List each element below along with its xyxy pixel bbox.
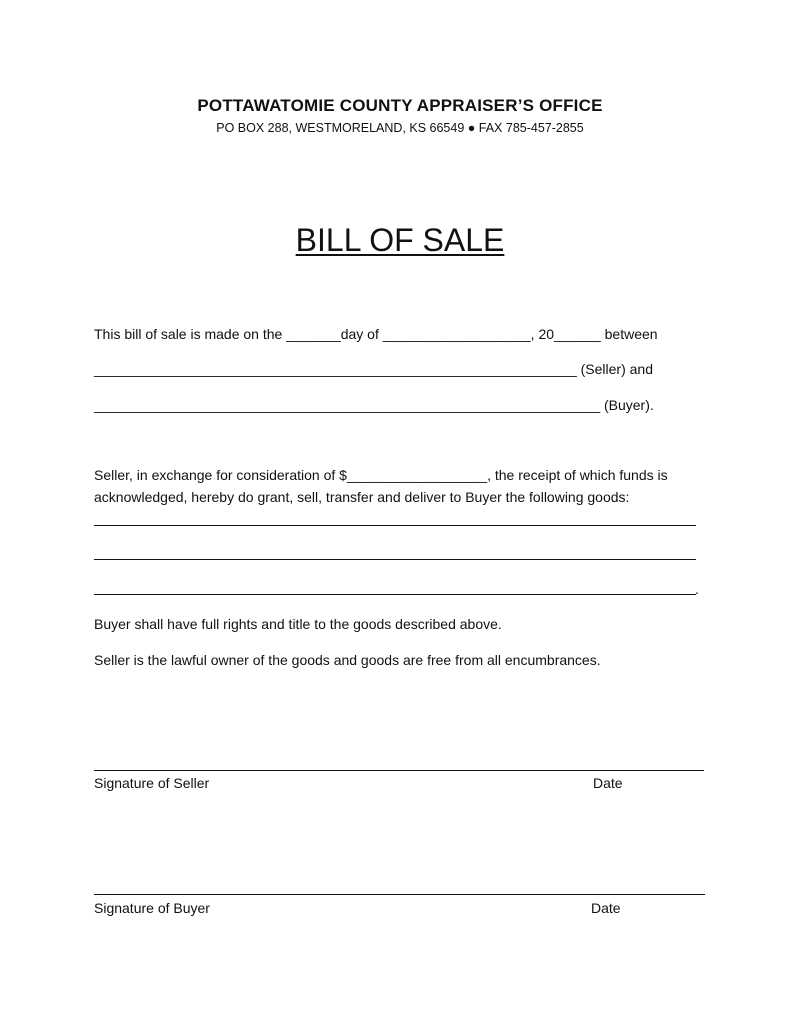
goods-end-mark: . bbox=[695, 581, 699, 597]
acknowledgement-line: acknowledged, hereby do grant, sell, transfer and deliver to Buyer the following goods: bbox=[94, 489, 630, 505]
office-name: POTTAWATOMIE COUNTY APPRAISER’S OFFICE bbox=[197, 96, 603, 115]
ownership-statement: Seller is the lawful owner of the goods and goods are free from all encumbrances. bbox=[94, 652, 601, 668]
document-title-wrapper bbox=[0, 222, 800, 259]
seller-date-label: Date bbox=[593, 775, 623, 791]
goods-blank-line-2 bbox=[94, 559, 696, 560]
buyer-signature-label: Signature of Buyer bbox=[94, 900, 210, 916]
buyer-date-label: Date bbox=[591, 900, 621, 916]
intro-date-line: This bill of sale is made on the _______day of ___________________, 20______ between bbox=[94, 326, 658, 342]
goods-blank-line-3 bbox=[94, 594, 696, 595]
document-title: BILL OF SALE bbox=[295, 222, 505, 258]
seller-signature-line bbox=[94, 770, 704, 771]
intro-buyer-line: _________________________________________________________________ (Buyer). bbox=[94, 397, 654, 413]
goods-blank-line-1 bbox=[94, 525, 696, 526]
buyer-signature-line bbox=[94, 894, 705, 895]
consideration-line: Seller, in exchange for consideration of $__________________, the receipt of which funds is bbox=[94, 467, 668, 483]
seller-signature-label: Signature of Seller bbox=[94, 775, 210, 791]
rights-statement: Buyer shall have full rights and title to the goods described above. bbox=[94, 616, 502, 632]
intro-seller-line: ______________________________________________________________ (Seller) and bbox=[94, 361, 653, 377]
office-address: PO BOX 288, WESTMORELAND, KS 66549 ● FAX 785-457-2855 bbox=[216, 121, 584, 135]
